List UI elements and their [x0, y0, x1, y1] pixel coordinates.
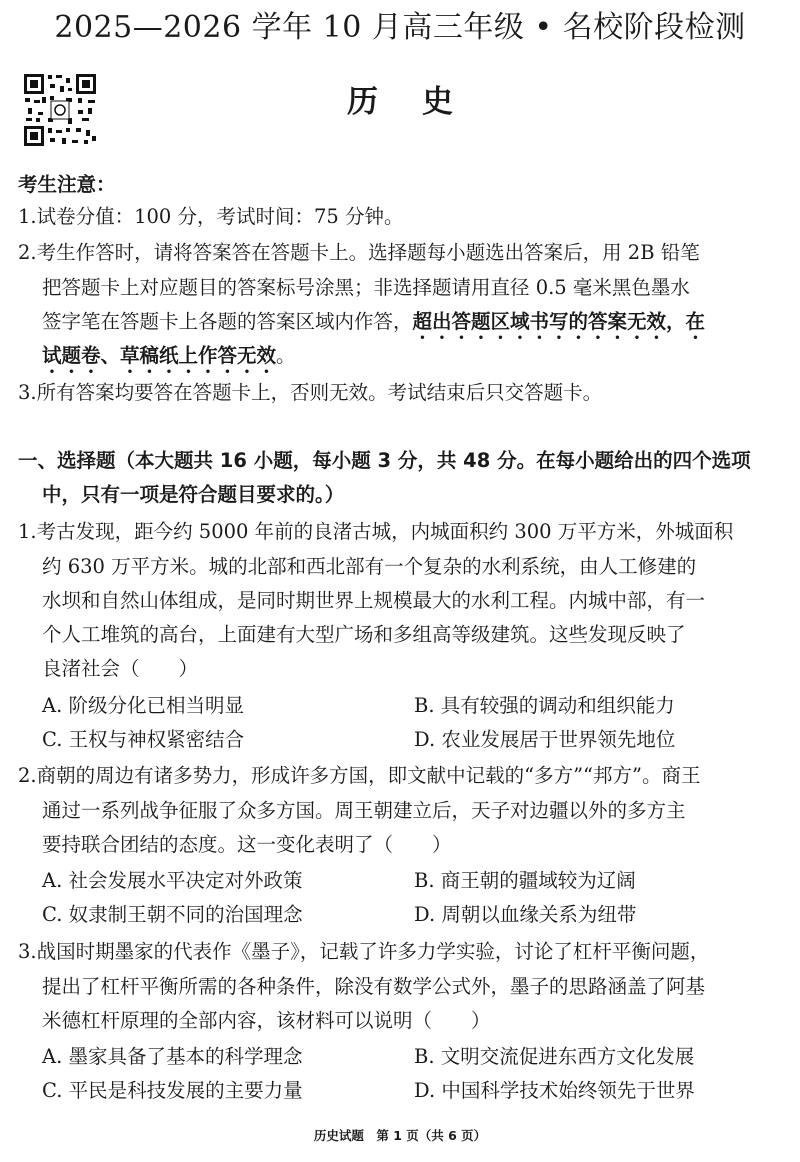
question-1-option-b: B. 具有较强的调动和组织能力	[414, 694, 675, 717]
notice-emphasis-1: 超出答题区域书写的答案无效，在	[412, 310, 706, 333]
notice-item-1: 1.试卷分值：100 分，考试时间：75 分钟。	[18, 205, 404, 228]
notice-item-2-line-1: 2.考生作答时，请将答案答在答题卡上。选择题每小题选出答案后，用 2B 铅笔	[18, 241, 700, 264]
question-2-option-d: D. 周朝以血缘关系为纽带	[414, 903, 637, 926]
question-3-option-a: A. 墨家具备了基本的科学理念	[42, 1045, 303, 1068]
question-2-line-1: 2.商朝的周边有诸多势力，形成许多方国，即文献中记载的“多方”“邦方”。商王	[18, 764, 701, 787]
question-3-line-1: 3.战国时期墨家的代表作《墨子》，记载了许多力学实验，讨论了杠杆平衡问题，	[18, 940, 710, 963]
notice-item-2-line-3-text: 签字笔在答题卡上各题的答案区域内作答，	[42, 310, 413, 333]
question-1-line-4: 个人工堆筑的高台，上面建有大型广场和多组高等级建筑。这些发现反映了	[42, 623, 686, 646]
notice-item-3: 3.所有答案均要答在答题卡上，否则无效。考试结束后只交答题卡。	[18, 381, 603, 404]
question-2-line-2: 通过一系列战争征服了众多方国。周王朝建立后，天子对边疆以外的多方主	[42, 799, 686, 822]
question-2-option-b: B. 商王朝的疆域较为辽阔	[414, 869, 636, 892]
question-3-option-b: B. 文明交流促进东西方文化发展	[414, 1045, 695, 1068]
question-1-option-a: A. 阶级分化已相当明显	[42, 694, 244, 717]
notice-emphasis-2: 试题卷、草稿纸上作答无效	[42, 344, 277, 367]
question-1-line-5: 良渚社会（ ）	[42, 657, 199, 680]
question-1-line-2: 约 630 万平方米。城的北部和西北部有一个复杂的水利系统，由人工修建的	[42, 555, 697, 578]
page-footer: 历史试题 第 1 页（共 6 页）	[313, 1128, 487, 1143]
question-3-option-c: C. 平民是科技发展的主要力量	[42, 1079, 303, 1102]
section-title-line-1: 一、选择题（本大题共 16 小题，每小题 3 分，共 48 分。在每小题给出的四个选项	[18, 449, 751, 472]
question-3-line-3: 米德杠杆原理的全部内容，该材料可以说明（ ）	[42, 1009, 491, 1032]
question-1-line-1: 1.考古发现，距今约 5000 年前的良渚古城，内城面积约 300 万平方米，外城面积	[18, 520, 734, 543]
section-title-line-2: 中，只有一项是符合题目要求的。）	[42, 483, 345, 506]
question-2-option-a: A. 社会发展水平决定对外政策	[42, 869, 303, 892]
notice-item-2-line-4	[42, 339, 784, 378]
notice-item-2-line-2: 把答题卡上对应题目的答案标号涂黑；非选择题请用直径 0.5 毫米黑色墨水	[42, 276, 690, 299]
notice-item-2-line-4-end: 。	[276, 344, 296, 367]
question-3-line-2: 提出了杠杆平衡所需的各种条件，除没有数学公式外，墨子的思路涵盖了阿基	[42, 975, 706, 998]
subject-title: 历史	[347, 84, 497, 120]
question-1-option-c: C. 王权与神权紧密结合	[42, 728, 245, 751]
question-1-option-d: D. 农业发展居于世界领先地位	[414, 728, 676, 751]
question-2-option-c: C. 奴隶制王朝不同的治国理念	[42, 903, 303, 926]
exam-title: 2025—2026 学年 10 月高三年级 • 名校阶段检测	[54, 10, 746, 45]
question-3-option-d: D. 中国科学技术始终领先于世界	[414, 1079, 695, 1102]
notice-heading: 考生注意：	[18, 173, 116, 196]
question-1-line-3: 水坝和自然山体组成，是同时期世界上规模最大的水利工程。内城中部，有一	[42, 589, 706, 612]
question-2-line-3: 要持联合团结的态度。这一变化表明了（ ）	[42, 833, 452, 856]
